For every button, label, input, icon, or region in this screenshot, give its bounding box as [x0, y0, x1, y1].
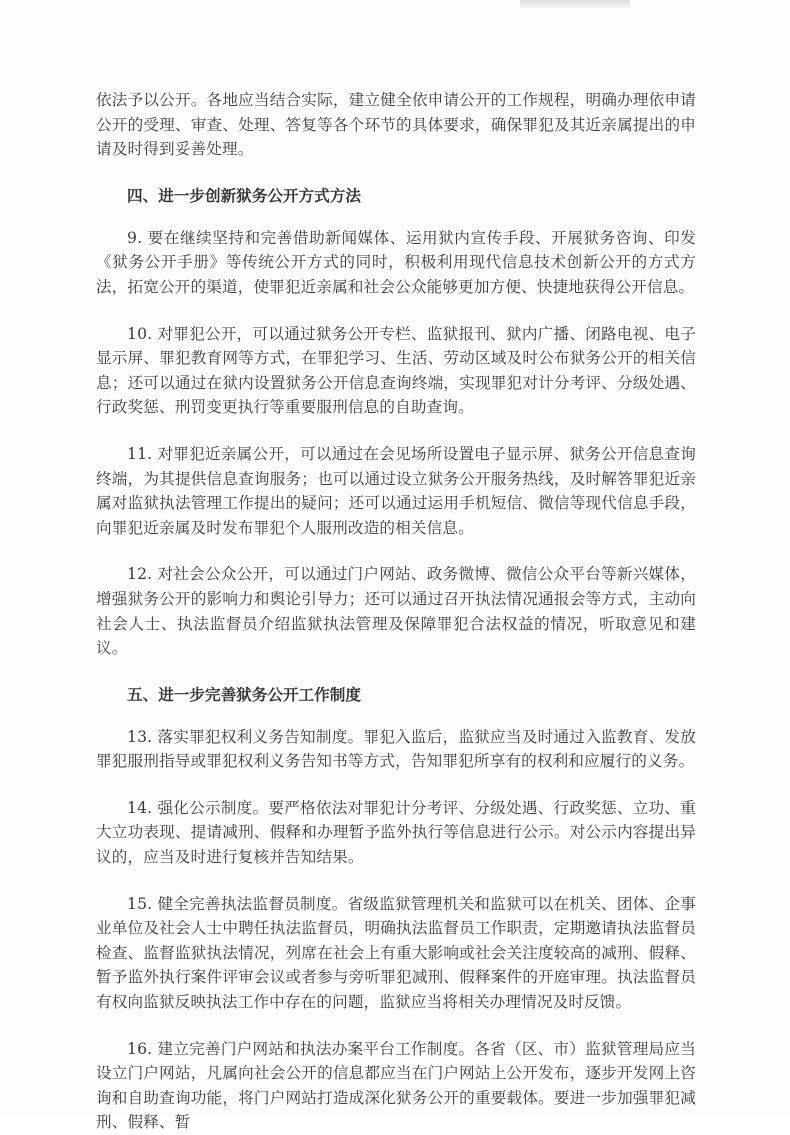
- paragraph-intro: 依法予以公开。各地应当结合实际，建立健全依申请公开的工作规程，明确办理依申请公开的受理、审查、处理、答复等各个环节的具体要求，确保罪犯及其近亲属提出的申请及时得到妥善处理。: [96, 91, 696, 159]
- paragraph-10: 10. 对罪犯公开，可以通过狱务公开专栏、监狱报刊、狱内广播、闭路电视、电子显示屏、罪犯教育网等方式，在罪犯学习、生活、劳动区域及时公布狱务公开的相关信息；还可以通过在狱内设置狱务公开信息查询终端，实现罪犯对计分考评、分级处遇、行政奖惩、刑罚变更执行等重要服刑信息的自助查询。: [96, 324, 696, 417]
- document-body: [96, 88, 696, 1135]
- paragraph-12: 12. 对社会公众公开，可以通过门户网站、政务微博、微信公众平台等新兴媒体，增强狱务公开的影响力和舆论引导力；还可以通过召开执法情况通报会等方式，主动向社会人士、执法监督员介绍监狱执法管理及保障罪犯合法权益的情况，听取意见和建议。: [96, 565, 696, 658]
- section-heading-4: 四、进一步创新狱务公开方式方法: [127, 186, 361, 205]
- paragraph-16: 16. 建立完善门户网站和执法办案平台工作制度。各省（区、市）监狱管理局应当设立门户网站，凡属向社会公开的信息都应当在门户网站上公开发布，逐步开发网上咨询和自助查询功能，将门户网站打造成深化狱务公开的重要载体。要进一步加强罪犯减刑、假释、暂: [96, 1039, 696, 1132]
- paragraph-11: 11. 对罪犯近亲属公开，可以通过在会见场所设置电子显示屏、狱务公开信息查询终端，为其提供信息查询服务；也可以通过设立狱务公开服务热线，及时解答罪犯近亲属对监狱执法管理工作提出的疑问；还可以通过运用手机短信、微信等现代信息手段，向罪犯近亲属及时发布罪犯个人服刑改造的相关信息。: [96, 444, 696, 537]
- paragraph-13: 13. 落实罪犯权利义务告知制度。罪犯入监后，监狱应当及时通过入监教育、发放罪犯服刑指导或罪犯权利义务告知书等方式，告知罪犯所享有的权利和应履行的义务。: [96, 727, 696, 771]
- paragraph-9: 9. 要在继续坚持和完善借助新闻媒体、运用狱内宣传手段、开展狱务咨询、印发《狱务公开手册》等传统公开方式的同时，积极利用现代信息技术创新公开的方式方法，拓宽公开的渠道，使罪犯近亲属和社会公众能够更加方便、快捷地获得公开信息。: [96, 228, 696, 296]
- scan-artifact: [520, 0, 630, 10]
- section-heading-5: 五、进一步完善狱务公开工作制度: [127, 685, 361, 704]
- paragraph-15: 15. 健全完善执法监督员制度。省级监狱管理机关和监狱可以在机关、团体、企事业单位及社会人士中聘任执法监督员，明确执法监督员工作职责，定期邀请执法监督员检查、监督监狱执法情况，列席在社会上有重大影响或社会关注度较高的减刑、假释、暂予监外执行案件评审会议或者参与旁听罪犯减刑、假释案件的开庭审理。执法监督员有权向监狱反映执法工作中存在的问题，监狱应当将相关办理情况及时反馈。: [96, 894, 696, 1012]
- paragraph-14: 14. 强化公示制度。要严格依法对罪犯计分考评、分级处遇、行政奖惩、立功、重大立功表现、提请减刑、假释和办理暂予监外执行等信息进行公示。对公示内容提出异议的，应当及时进行复核并告知结果。: [96, 798, 696, 867]
